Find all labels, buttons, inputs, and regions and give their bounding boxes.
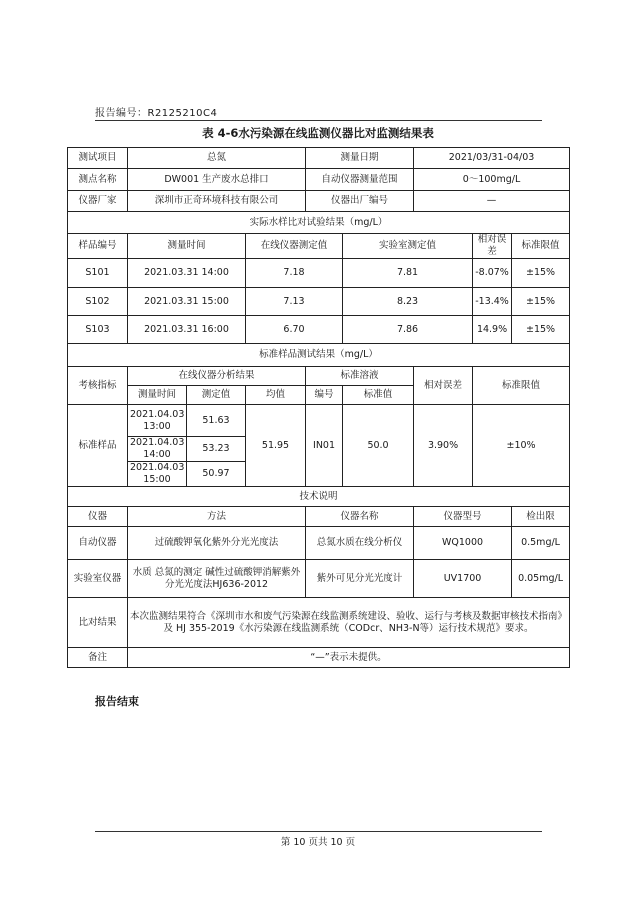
report-end: 报告结束 <box>95 695 139 708</box>
detection-limit: 0.05mg/L <box>512 560 570 598</box>
assess-index-label: 考核指标 <box>68 367 128 405</box>
sample-id: S102 <box>68 288 128 316</box>
table-row <box>68 560 570 598</box>
measure-time: 2021.04.03 15:00 <box>128 462 187 487</box>
cell-value: — <box>414 191 570 212</box>
remark-label: 备注 <box>68 648 128 668</box>
cell-value: 深圳市正奇环境科技有限公司 <box>128 191 306 212</box>
lab-value: 8.23 <box>343 288 473 316</box>
section-title-water: 实际水样比对试验结果（mg/L） <box>68 212 570 234</box>
std-solution-header: 标准溶液 <box>306 367 414 386</box>
info-row <box>68 169 570 191</box>
standard-limit: ±15% <box>512 288 570 316</box>
instrument-type: 自动仪器 <box>68 527 128 560</box>
lab-value: 7.86 <box>343 316 473 344</box>
table-title: 表 4-6水污染源在线监测仪器比对监测结果表 <box>202 126 434 140</box>
col-header: 仪器名称 <box>306 507 414 527</box>
footer-divider <box>95 831 542 832</box>
online-value: 6.70 <box>246 316 343 344</box>
col-header: 仪器型号 <box>414 507 512 527</box>
std-value: 50.0 <box>343 405 414 487</box>
method: 水质 总氮的测定 碱性过硫酸钾消解紫外分光光度法HJ636-2012 <box>128 560 306 598</box>
section-title-standard: 标准样品测试结果（mg/L） <box>68 344 570 367</box>
instrument-name: 紫外可见分光光度计 <box>306 560 414 598</box>
std-relative-error: 3.90% <box>414 405 473 487</box>
info-row <box>68 191 570 212</box>
table-row <box>68 259 570 288</box>
cell-label: 测量日期 <box>306 148 414 169</box>
measure-time: 2021.04.03 14:00 <box>128 437 187 462</box>
sample-id: S103 <box>68 316 128 344</box>
cell-value: 2021/03/31-04/03 <box>414 148 570 169</box>
page-number: 第 10 页共 10 页 <box>280 837 356 848</box>
sample-id: S101 <box>68 259 128 288</box>
cell-value: DW001 生产废水总排口 <box>128 169 306 191</box>
value-header: 测定值 <box>187 386 246 405</box>
instrument-type: 实验室仪器 <box>68 560 128 598</box>
std-value-header: 标准值 <box>343 386 414 405</box>
measured-value: 53.23 <box>187 437 246 462</box>
col-header: 标准限值 <box>512 234 570 259</box>
report-number: 报告编号：R2125210C4 <box>95 108 218 119</box>
conclusion-label: 比对结果 <box>68 598 128 648</box>
remark-text: “—”表示未提供。 <box>128 648 570 668</box>
cell-label: 仪器出厂编号 <box>306 191 414 212</box>
instrument-name: 总氮水质在线分析仪 <box>306 527 414 560</box>
col-header: 相对误差 <box>473 234 512 259</box>
online-result-header: 在线仪器分析结果 <box>128 367 306 386</box>
col-header: 样品编号 <box>68 234 128 259</box>
instrument-model: UV1700 <box>414 560 512 598</box>
std-code: IN01 <box>306 405 343 487</box>
tech-header-row <box>68 507 570 527</box>
lab-value: 7.81 <box>343 259 473 288</box>
info-row <box>68 148 570 169</box>
conclusion-text: 本次监测结果符合《深圳市水和废气污染源在线监测系统建设、验收、运行与考核及数据审核技术指南》及 HJ 355-2019《水污染源在线监测系统（CODcr、NH3-N等）运行技术规范》要求。 <box>128 598 570 648</box>
cell-value: 总氮 <box>128 148 306 169</box>
standard-limit: ±15% <box>512 316 570 344</box>
table-row <box>68 405 570 437</box>
code-header: 编号 <box>306 386 343 405</box>
header-divider <box>95 120 542 121</box>
col-header: 测量时间 <box>128 234 246 259</box>
comparison-table <box>67 147 570 668</box>
avg-header: 均值 <box>246 386 306 405</box>
cell-label: 自动仪器测量范围 <box>306 169 414 191</box>
col-header: 检出限 <box>512 507 570 527</box>
measure-time: 2021.03.31 15:00 <box>128 288 246 316</box>
water-header-row <box>68 234 570 259</box>
standard-sample-label: 标准样品 <box>68 405 128 487</box>
col-header: 在线仪器测定值 <box>246 234 343 259</box>
cell-value: 0～100mg/L <box>414 169 570 191</box>
online-value: 7.18 <box>246 259 343 288</box>
section-title-tech: 技术说明 <box>68 487 570 507</box>
col-header: 仪器 <box>68 507 128 527</box>
cell-label: 测试项目 <box>68 148 128 169</box>
measured-value: 51.63 <box>187 405 246 437</box>
measure-time: 2021.03.31 16:00 <box>128 316 246 344</box>
measure-time: 2021.03.31 14:00 <box>128 259 246 288</box>
instrument-model: WQ1000 <box>414 527 512 560</box>
table-row <box>68 288 570 316</box>
relative-error: -8.07% <box>473 259 512 288</box>
online-value: 7.13 <box>246 288 343 316</box>
std-limit: ±10% <box>473 405 570 487</box>
cell-label: 仪器厂家 <box>68 191 128 212</box>
relative-error: 14.9% <box>473 316 512 344</box>
measure-time: 2021.04.03 13:00 <box>128 405 187 437</box>
method: 过硫酸钾氧化紫外分光光度法 <box>128 527 306 560</box>
measured-value: 50.97 <box>187 462 246 487</box>
col-header: 方法 <box>128 507 306 527</box>
average-value: 51.95 <box>246 405 306 487</box>
detection-limit: 0.5mg/L <box>512 527 570 560</box>
cell-label: 测点名称 <box>68 169 128 191</box>
standard-limit: ±15% <box>512 259 570 288</box>
table-row <box>68 316 570 344</box>
time-header: 测量时间 <box>128 386 187 405</box>
relative-error: -13.4% <box>473 288 512 316</box>
table-row <box>68 527 570 560</box>
col-header: 实验室测定值 <box>343 234 473 259</box>
standard-limit-header: 标准限值 <box>473 367 570 405</box>
relative-error-header: 相对误差 <box>414 367 473 405</box>
